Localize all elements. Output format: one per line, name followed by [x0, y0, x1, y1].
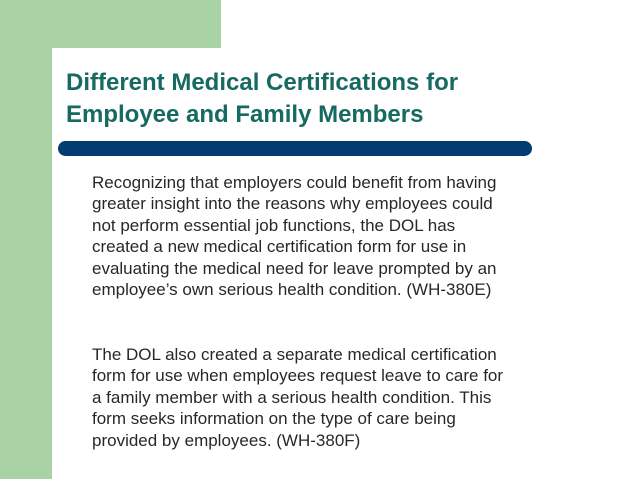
- text-line: provided by employees. (WH-380F): [92, 430, 361, 450]
- side-accent-band: [0, 0, 52, 479]
- slide-title: [66, 67, 626, 131]
- text-line: a family member with a serious health condition. This: [92, 387, 492, 407]
- text-line: created a new medical certification form for use in: [92, 237, 467, 257]
- title-line: Different Medical Certifications for: [66, 69, 459, 96]
- title-divider-bar: [58, 141, 532, 156]
- text-line: Recognizing that employers could benefit from having: [92, 173, 497, 192]
- text-line: The DOL also created a separate medical certification: [92, 345, 497, 364]
- title-line: Employee and Family Members: [66, 101, 424, 128]
- text-line: form seeks information on the type of care being: [92, 409, 456, 429]
- paragraph-wh-380e: [92, 172, 622, 300]
- paragraph-wh-380f: [92, 344, 622, 451]
- top-accent-band: [0, 0, 221, 48]
- text-line: not perform essential job functions, the DOL has: [92, 215, 456, 235]
- text-line: form for use when employees request leave to care for: [92, 366, 504, 386]
- text-line: evaluating the medical need for leave prompted by an: [92, 258, 497, 278]
- text-line: employee’s own serious health condition. (WH-380E): [92, 280, 492, 300]
- text-line: greater insight into the reasons why employees could: [92, 194, 493, 214]
